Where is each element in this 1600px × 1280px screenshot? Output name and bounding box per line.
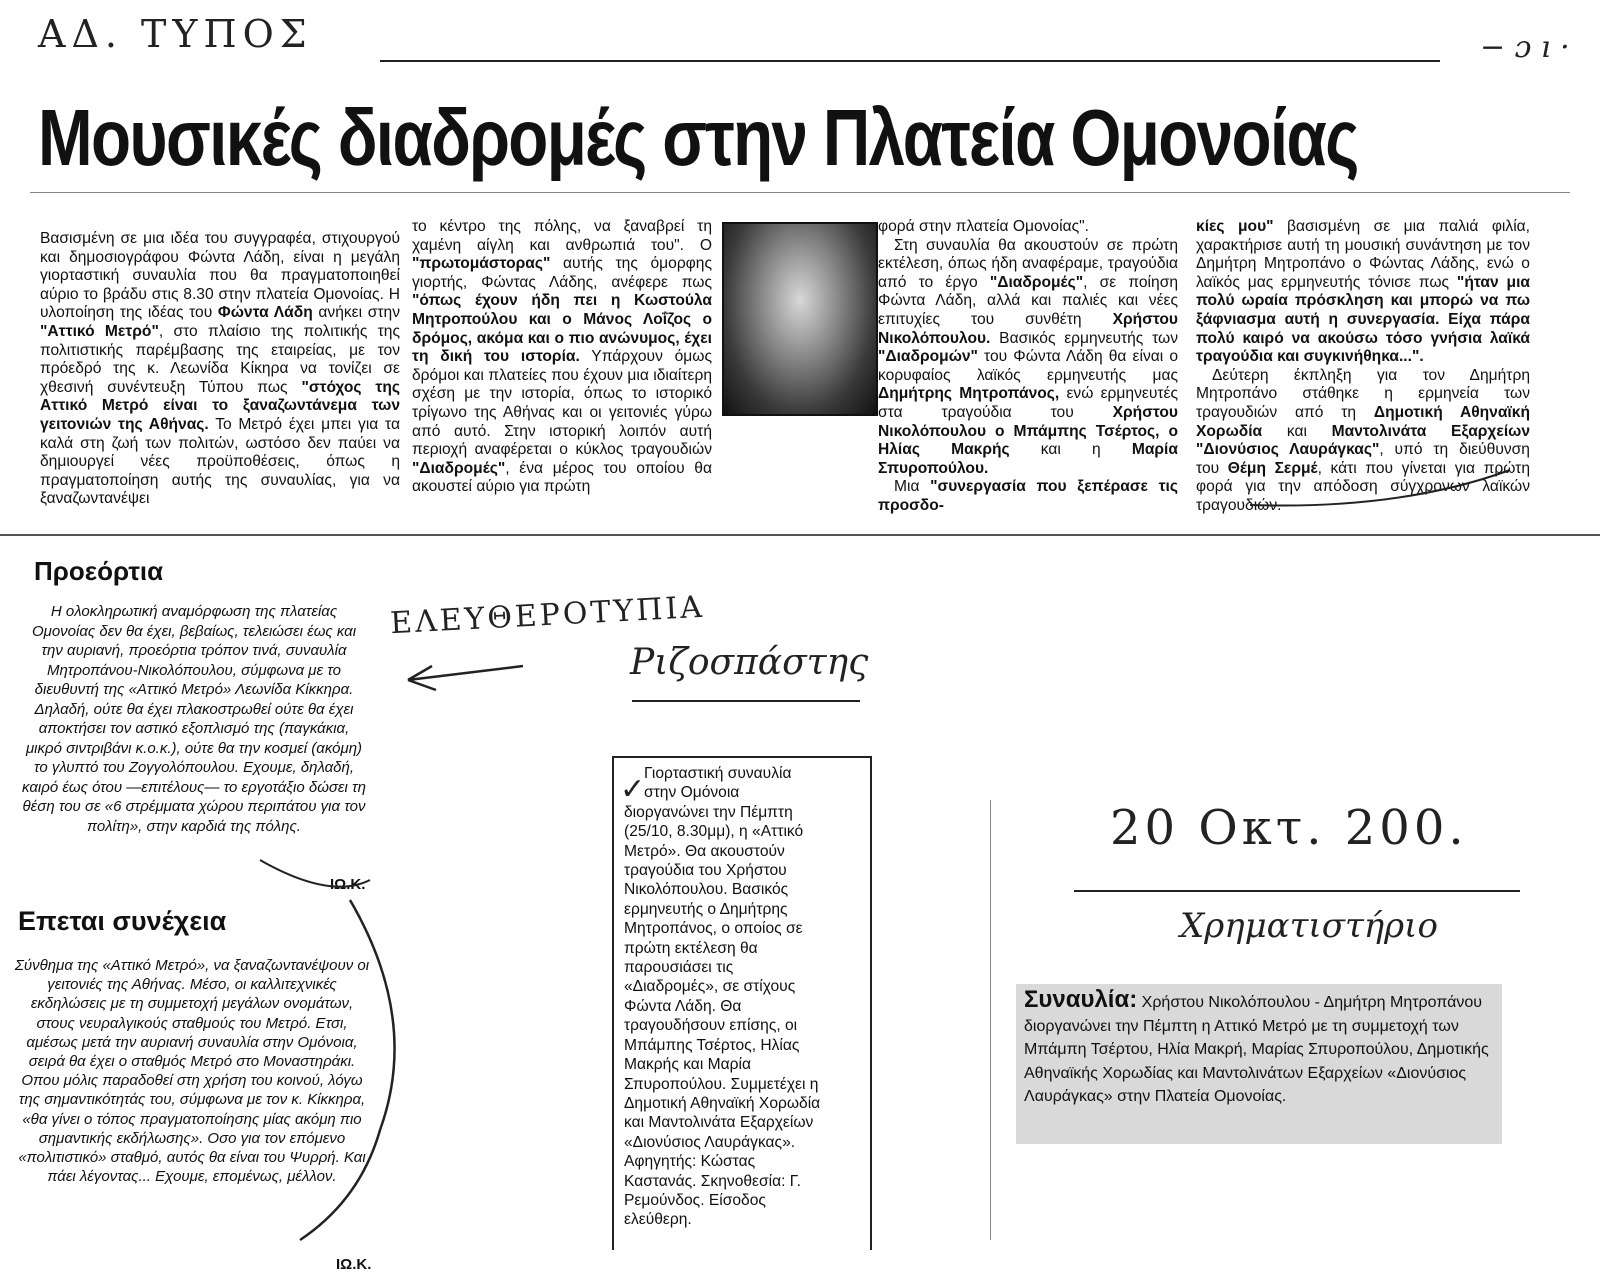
handwritten-source-xrimatistirio: Χρηματιστήριο [1180,906,1438,946]
handwritten-date: 20 Οκτ. 200. [1110,800,1468,856]
corner-scribble: − ɔ ı · [1480,30,1570,65]
handwritten-source-eleftherotypia: ΕΛΕΥΘΕΡΟΤΥΠΙΑ [389,589,706,642]
article-title: Μουσικές διαδρομές στην Πλατεία Ομονοίας [38,93,1358,182]
article-column-3: φορά στην πλατεία Ομονοίας". Στη συναυλία θα ακουστούν σε πρώτη εκτέλεση, όπως ήδη αναφέραμε, τραγούδια από το έργο "Διαδρομές", σε ποίηση Φώντα Λάδη, αλλά και παλιές και νέες επιτυχίες του συνθέτη Χρήστου Νικολόπουλου. Βασικός ερμηνευτής των "Διαδρομών" του Φώντα Λάδη θα είναι ο κορυφαίος λαϊκός ερμηνευτής μας Δημήτρης Μητροπάνος, ενώ ερμηνευτές στα τραγούδια του Χρήστου Νικολόπουλου ο Μπάμπης Τσέρτος, ο Ηλίας Μακρής και η Μαρία Σπυροπούλου. Μια "συνεργασία που ξεπέρασε τις προσδο- [878,218,1179,514]
proeortia-text: Η ολοκληρωτική αναμόρφωση της πλατείας Ομονοίας δεν θα έχει, βεβαίως, τελειώσει έως και την αυριανή, προεόρτια τρόπον τινά, συναυλία Μητροπάνου-Νικολόπουλου, σύμφωνα με το διευθυντή της «Αττικό Μετρό» Λεωνίδα Κίκκηρα. Δηλαδή, ούτε θα έχει πλακοστρωθεί ούτε θα έχει αποκτήσει τον αστικό εξοπλισμό της (παγκάκια, μικρό σιντριβάνι κ.ο.κ.), ούτε θα την κοσμεί (ακόμη) το γλυπτό του Ζογγολόπουλου. Εχουμε, δηλαδή, καιρό έως ότου —επιτέλους— το εργοτάξιο δώσει τη θέση του σε «6 στρέμματα χώρου περιπάτου για τον πολίτη», στην καρδιά της πόλης. [22,603,366,835]
article-column-4: κίες μου" βασισμένη σε μια παλιά φιλία, χαρακτήρισε αυτή τη μουσική συνάντηση με τον Δημήτρη Μητροπάνο ο Φώντας Λάδης, ενώ ο λαϊκός μας ερμηνευτής τόνισε πως "ήταν μια πολύ ωραία πρόσκληση και μπορώ να πω ξάφνιασμα αυτή η συνεργασία. Είχα πάρα πολύ καιρό να ακούσω τόσο γνήσια λαϊκά τραγούδια και συγκινήθηκα...". Δεύτερη έκπληξη για τον Δημήτρη Μητροπάνο στάθηκε η ερμηνεία των τραγουδιών από τη Δημοτική Αθηναϊκή Χορωδία και Μαντολινάτα Εξαρχείων "Διονύσιος Λαυράγκας", υπό τη διεύθυνση του Θέμη Σερμέ, κάτι που γίνεται για πρώτη φορά για την απόδοση σύγχρονων λαϊκών τραγουδιών. [1196,218,1531,514]
article-column-2: το κέντρο της πόλης, να ξαναβρεί τη χαμένη αίγλη και ανθρωπιά του". Ο "πρωτομάστορας" αυτής της όμορφης γιορτής, Φώντας Λάδης, ανέφερε πως "όπως έχουν ήδη πει η Κωστούλα Μητροπούλου και ο Μάνος Λοΐζος ο δρόμος, ακόμα και ο πιο ανώνυμος, έχει τη δική του ιστορία. Υπάρχουν όμως δρόμοι και πλατείες που έχουν μια ιδιαίτερη σχέση με την ιστορία, όπως το ιστορικό τρίγωνο της Αθήνας και οι γειτονιές γύρω από αυτό. Στην ιστορική λοιπόν αυτή περιοχή αναφέρεται ο κύκλος τραγουδιών "Διαδρομές", ένα μέρος του οποίου θα ακουστεί αύριο για πρώτη [412,218,712,496]
handwritten-source-ad-typos: ΑΔ. ΤΥΠΟΣ [38,12,313,56]
handwritten-source-rizospastis: Ριζοσπάστης [630,642,869,683]
epetai-signature: ΙΩ.Κ. [336,1256,372,1273]
article-column-1: Βασισμένη σε μια ιδέα του συγγραφέα, στιχουργού και δημοσιογράφου Φώντα Λάδη, είναι η μεγάλη γιορταστική συναυλία που θα πραγματοποιηθεί αύριο το βράδυ στις 8.30 στην πλατεία Ομονοίας. Η υλοποίηση της ιδέας του Φώντα Λάδη ανήκει στην "Αττικό Μετρό", στο πλαίσιο της πολιτικής της πολιτιστικής παρέμβασης της εταιρείας, με τον πρόεδρό της κ. Λεωνίδα Κίκηρα να τονίζει σε χθεσινή συνέντευξη Τύπου πως "στόχος της Αττικό Μετρό είναι το ξαναζωντάνεμα των γειτονιών της Αθήνας. Το Μετρό έχει μπει για τα καλά στη ζωή των πολιτών, ωστόσο δεν παύει να δημιουργεί νέες προϋποθέσεις, όπως η πραγματοποίηση αυτής της συναυλίας, για να ξαναζωντανέψει [40,230,400,508]
epetai-text: Σύνθημα της «Αττικό Μετρό», να ξαναζωντανέψουν οι γειτονιές της Αθήνας. Μέσο, οι καλλιτεχνικές εκδηλώσεις με τη συμμετοχή μεγάλων ονομάτων, στους νευραλγικούς σταθμούς του Μετρό. Ετσι, αμέσως μετά την αυριανή συναυλία στην Ομόνοια, σειρά θα έχει ο σταθμός Μετρό στο Μοναστηράκι. Οπου μόλις παραδοθεί στη χρήση του κοινού, λόγω της σημαντικότητάς του, σύμφωνα με τον κ. Κίκκηρα, «θα γίνει ο τόπος πραγματοποίησης μίας ακόμη πιο σημαντικής εκδήλωσης». Οσο για τον επόμενο «πολιτιστικό» σταθμό, αυτός θα είναι του Ψυρρή. Και πάει λέγοντας... Εχουμε, επομένως, μέλλον. [14,957,370,1186]
epetai-heading: Επεται συνέχεια [18,906,227,936]
xrim-news-text: Συναυλία: Χρήστου Νικολόπουλου - Δημήτρη Μητροπάνου διοργανώνει την Πέμπτη η Αττικό Μετρό με τη συμμετοχή των Μπάμπη Τσέρτου, Ηλία Μακρή, Μαρίας Σπυροπούλου, Δημοτικής Αθηναϊκής Χορωδίας και Μαντολινάτων Εξαρχείων «Διονύσιος Λαυράγκας» στην Πλατεία Ομονοίας. [1024,986,1489,1105]
checkmark-icon: ✓ [620,772,646,807]
proeortia-signature: ΙΩ.Κ. [330,876,366,893]
rizo-news-text: Γιορταστική συναυλία στην Ομόνοια διοργανώνει την Πέμπτη (25/10, 8.30μμ), η «Αττικό Μετρό». Θα ακουστούν τραγούδια του Χρήστου Νικολόπουλου. Βασικός ερμηνευτής ο Δημήτρης Μητροπάνος, ο οποίος σε πρώτη εκτέλεση θα παρουσιάσει τις «Διαδρομές», σε στίχους Φώντα Λάδη. Θα τραγουδήσουν επίσης, οι Μπάμπης Τσέρτος, Ηλίας Μακρής και Μαρία Σπυροπούλου. Συμμετέχει η Δημοτική Αθηναϊκή Χορωδία και Μαντολινάτα Εξαρχείων «Διονύσιος Λαυράγκας». Αφηγητής: Κώστας Καστανάς. Σκηνοθεσία: Γ. Ρεμούνδος. Είσοδος ελεύθερη. [624,765,821,1229]
proeortia-heading: Προεόρτια [34,556,164,586]
